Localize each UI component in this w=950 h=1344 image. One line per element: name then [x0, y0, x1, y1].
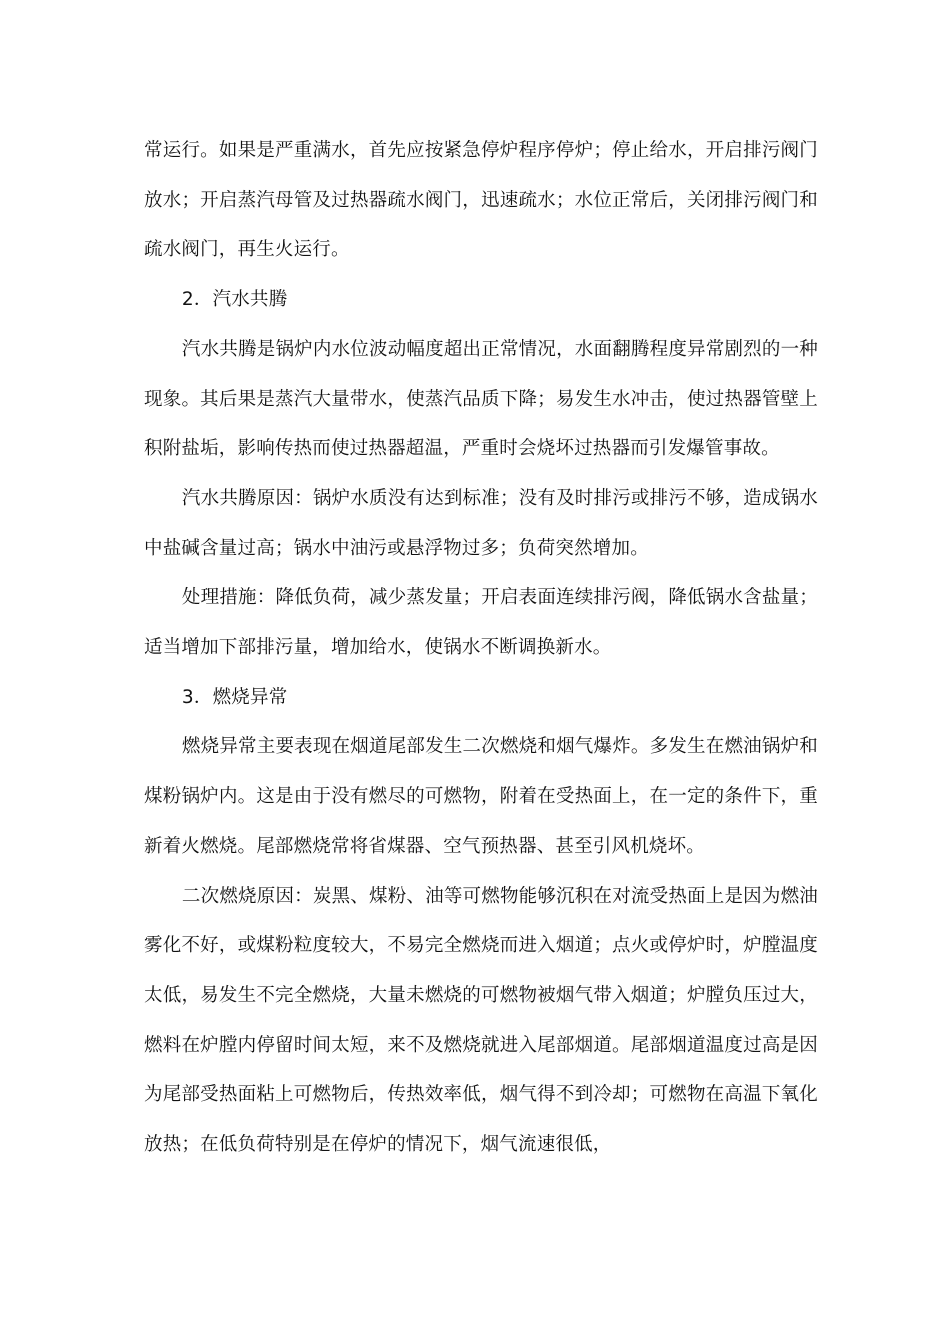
section-heading-priming: 2．汽水共腾: [181, 289, 288, 311]
paragraph-priming-measures: 处理措施：降低负荷，减少蒸发量；开启表面连续排污阀，降低锅水含盐量；适当增加下部排污量，增加给水，使锅水不断调换新水。: [144, 587, 818, 659]
section-heading-combustion-abnormal: 3．燃烧异常: [181, 686, 288, 708]
paragraph-combustion-abnormal: 燃烧异常主要表现在烟道尾部发生二次燃烧和烟气爆炸。多发生在燃油锅炉和煤粉锅炉内。这是由于没有燃尽的可燃物，附着在受热面上，在一定的条件下，重新着火燃烧。尾部燃烧常将省煤器、空气预热器、甚至引风机烧坏。: [144, 736, 818, 857]
paragraph-overflow-full-water: 常运行。如果是严重满水，首先应按紧急停炉程序停炉；停止给水，开启排污阀门放水；开启蒸汽母管及过热器疏水阀门，迅速疏水；水位正常后，关闭排污阀门和疏水阀门，再生火运行。: [144, 140, 818, 261]
paragraph-priming-causes: 汽水共腾原因：锅炉水质没有达到标准；没有及时排污或排污不够，造成锅水中盐碱含量过高；锅水中油污或悬浮物过多；负荷突然增加。: [144, 487, 818, 559]
paragraph-secondary-combustion-causes: 二次燃烧原因：炭黑、煤粉、油等可燃物能够沉积在对流受热面上是因为燃油雾化不好，或煤粉粒度较大，不易完全燃烧而进入烟道；点火或停炉时，炉膛温度太低，易发生不完全燃烧，大量未燃烧的可燃物被烟气带入烟道；炉膛负压过大，燃料在炉膛内停留时间太短，来不及燃烧就进入尾部烟道。尾部烟道温度过高是因为尾部受热面粘上可燃物后，传热效率低，烟气得不到冷却；可燃物在高温下氧化放热；在低负荷特别是在停炉的情况下，烟气流速很低，: [144, 885, 818, 1156]
paragraph-priming-definition: 汽水共腾是锅炉内水位波动幅度超出正常情况，水面翻腾程度异常剧烈的一种现象。其后果是蒸汽大量带水，使蒸汽品质下降；易发生水冲击，使过热器管壁上积附盐垢，影响传热而使过热器超温，严重时会烧坏过热器而引发爆管事故。: [144, 338, 818, 460]
document-body: [144, 126, 818, 1170]
